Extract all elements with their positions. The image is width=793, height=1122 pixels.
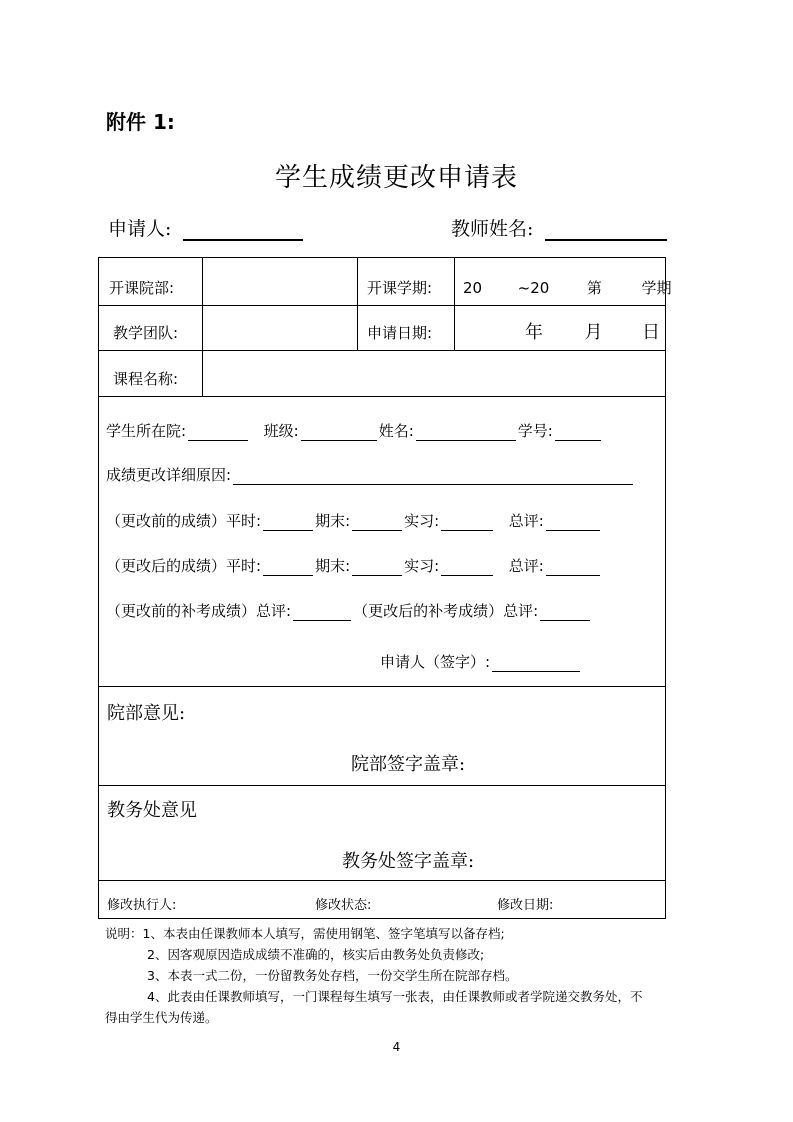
course-input[interactable]: [203, 351, 663, 395]
office-opinion-label: 教务处意见: [107, 800, 197, 821]
name-label: 姓名:: [378, 422, 414, 440]
note-line: 说明：1、本表由任课教师本人填写，需使用钢笔、签字笔填写以备存档;: [105, 926, 505, 941]
semester-input[interactable]: [463, 277, 671, 298]
student-id-input[interactable]: [555, 424, 601, 441]
reason-line: [106, 464, 635, 485]
before-usual-input[interactable]: [263, 514, 313, 531]
after-final-input[interactable]: [352, 559, 402, 576]
applicant-header-label: 申请人:: [108, 218, 172, 240]
dept-input[interactable]: [203, 259, 356, 304]
page-number: 4: [392, 1040, 401, 1054]
before-scores-line: [106, 510, 602, 531]
class-input[interactable]: [301, 424, 377, 441]
teacher-header-line[interactable]: [545, 219, 667, 241]
semester-part-2: ~20: [517, 279, 550, 297]
row-divider: [99, 880, 665, 881]
semester-part-3: 第: [586, 279, 602, 297]
dept-opinion-label: 院部意见:: [107, 703, 186, 724]
application-form-table: [98, 257, 672, 919]
applicant-header-line[interactable]: [183, 219, 303, 241]
row-divider: [99, 785, 665, 786]
makeup-before-input[interactable]: [293, 604, 351, 621]
note-line: 3、本表一式二份，一份留教务处存档，一份交学生所在院部存档。: [147, 968, 518, 983]
before-total-label: 总评:: [508, 512, 544, 530]
modifier-label: 修改执行人:: [107, 898, 177, 913]
before-usual-label: （更改前的成绩）平时:: [106, 512, 262, 530]
team-input[interactable]: [203, 306, 356, 349]
applicant-sign-input[interactable]: [492, 655, 580, 672]
semester-label: 开课学期:: [367, 279, 433, 297]
after-total-input[interactable]: [546, 559, 600, 576]
student-college-label: 学生所在院:: [106, 422, 187, 440]
col-divider: [357, 258, 358, 350]
after-practice-label: 实习:: [404, 557, 440, 575]
applicant-sign-label: 申请人（签字）:: [380, 653, 491, 671]
course-label: 课程名称:: [113, 370, 179, 388]
makeup-before-label: （更改前的补考成绩）总评:: [106, 602, 292, 620]
apply-date-input[interactable]: [525, 318, 660, 344]
apply-date-label: 申请日期:: [367, 324, 433, 342]
semester-part-4: 学期: [641, 279, 672, 297]
applicant-sign-line: [380, 651, 582, 672]
modify-status-label: 修改状态:: [315, 898, 372, 913]
office-sign-label[interactable]: 教务处签字盖章:: [342, 851, 475, 872]
name-input[interactable]: [416, 424, 516, 441]
teacher-header-field: [451, 214, 667, 241]
semester-part-1: 20: [463, 279, 483, 297]
reason-label: 成绩更改详细原因:: [106, 466, 232, 484]
teacher-header-label: 教师姓名:: [451, 218, 534, 240]
makeup-after-input[interactable]: [540, 604, 590, 621]
student-id-label: 学号:: [517, 422, 553, 440]
reason-input[interactable]: [233, 468, 633, 485]
note-line: 4、此表由任课教师填写，一门课程每生填写一张表，由任课教师或者学院递交教务处，不: [147, 989, 643, 1004]
class-label: 班级:: [263, 422, 299, 440]
instructions-notes: [105, 923, 705, 1028]
attachment-label: 附件 1:: [106, 110, 175, 134]
makeup-scores-line: [106, 600, 592, 621]
note-line: 得由学生代为传递。: [105, 1010, 218, 1025]
before-final-label: 期末:: [315, 512, 351, 530]
row-divider: [99, 396, 665, 397]
before-final-input[interactable]: [352, 514, 402, 531]
col-divider: [454, 258, 455, 350]
after-final-label: 期末:: [315, 557, 351, 575]
before-total-input[interactable]: [546, 514, 600, 531]
makeup-after-label: （更改后的补考成绩）总评:: [353, 602, 539, 620]
student-info-line: [106, 420, 603, 441]
dept-label: 开课院部:: [109, 279, 175, 297]
before-practice-input[interactable]: [441, 514, 493, 531]
modify-date-label: 修改日期:: [497, 898, 554, 913]
date-day: 日: [641, 322, 660, 343]
student-college-input[interactable]: [188, 424, 248, 441]
after-scores-line: [106, 555, 602, 576]
row-divider: [99, 305, 665, 306]
after-usual-label: （更改后的成绩）平时:: [106, 557, 262, 575]
row-divider: [99, 686, 665, 687]
after-usual-input[interactable]: [263, 559, 313, 576]
before-practice-label: 实习:: [404, 512, 440, 530]
note-line: 2、因客观原因造成成绩不准确的，核实后由教务处负责修改;: [147, 947, 485, 962]
after-total-label: 总评:: [508, 557, 544, 575]
date-month: 月: [584, 322, 603, 343]
date-year: 年: [525, 322, 543, 343]
after-practice-input[interactable]: [441, 559, 493, 576]
form-title: 学生成绩更改申请表: [274, 163, 518, 193]
dept-sign-label[interactable]: 院部签字盖章:: [351, 754, 466, 775]
applicant-header-field: [108, 214, 303, 241]
team-label: 教学团队:: [113, 324, 179, 342]
